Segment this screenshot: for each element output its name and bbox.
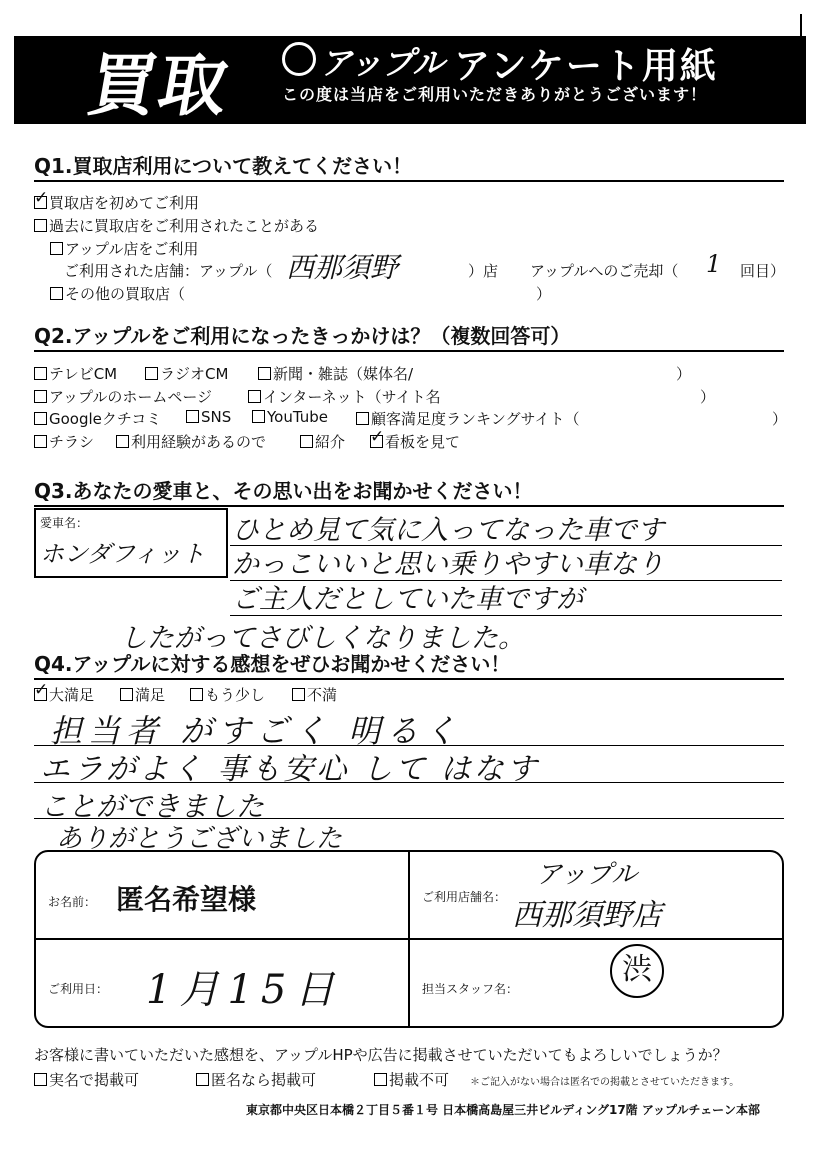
q2-signboard[interactable]: [370, 431, 460, 452]
q2-radio-label: ラジオCM: [160, 365, 229, 383]
q2-tv-label: テレビCM: [49, 365, 118, 383]
checkbox-checked[interactable]: [34, 196, 47, 209]
publish-note: ＊ご記入がない場合は匿名での掲載とさせていただきます。: [470, 1077, 740, 1088]
q2-sns-label: SNS: [201, 408, 232, 426]
date-value[interactable]: 1月15日: [146, 967, 343, 1013]
q1-apple-label: アップル店をご利用: [65, 240, 199, 258]
q1-other-close: ）: [536, 285, 552, 303]
brand-name: アップル: [320, 44, 445, 82]
q1-option-first[interactable]: [34, 192, 199, 213]
kaitori-title: 買取: [81, 47, 236, 126]
checkbox[interactable]: [300, 435, 313, 448]
q2-rule: [34, 350, 784, 352]
q4-comment-line3[interactable]: ことができました: [40, 790, 265, 823]
q2-newspaper-label: 新聞・雑誌（媒体名/: [273, 365, 414, 383]
q2-referral[interactable]: [300, 431, 345, 452]
checkbox[interactable]: [145, 367, 158, 380]
q1-rule: [34, 180, 784, 182]
q4-rule: [34, 678, 784, 680]
q1-other-label: その他の買取店（: [65, 285, 186, 303]
q2-close1: ）: [676, 365, 692, 383]
q1-option-apple[interactable]: [50, 238, 198, 259]
checkbox[interactable]: [34, 435, 47, 448]
checkbox[interactable]: [50, 287, 63, 300]
q2-close2: ）: [700, 388, 716, 406]
q1-past-label: 過去に買取店をご利用されたことがある: [49, 217, 320, 235]
q2-google[interactable]: [34, 408, 161, 429]
q3-memory-line4[interactable]: したがってさびしくなりました。: [120, 623, 525, 654]
q3-memory-line3[interactable]: ご主人だとしていた車ですが: [232, 584, 583, 615]
checkbox-checked[interactable]: [370, 435, 383, 448]
q1-option-past[interactable]: [34, 215, 319, 236]
publish-anonymous-label: 匿名なら掲載可: [211, 1071, 317, 1089]
q1-store-suffix: ）店: [468, 262, 499, 280]
frame-divider-h: [36, 938, 782, 940]
q4-comment-line1[interactable]: 担当者 がすごく 明るく: [50, 712, 463, 750]
q1-sales-value[interactable]: 1: [706, 250, 722, 278]
checkbox-checked[interactable]: [34, 688, 47, 701]
checkbox[interactable]: [356, 412, 369, 425]
publish-real-name[interactable]: [34, 1069, 139, 1090]
q4-very-satisfied[interactable]: [34, 684, 94, 705]
checkbox[interactable]: [374, 1073, 387, 1086]
checkbox[interactable]: [292, 688, 305, 701]
q2-internet-label: インターネット（サイト名: [263, 388, 441, 406]
page-subtitle: この度は当店をご利用いただきありがとうございます！: [282, 85, 708, 104]
q2-youtube[interactable]: [252, 408, 328, 426]
q2-tv[interactable]: [34, 363, 117, 384]
checkbox[interactable]: [34, 390, 47, 403]
q2-flyer-label: チラシ: [49, 433, 95, 451]
checkbox[interactable]: [258, 367, 271, 380]
checkbox[interactable]: [120, 688, 133, 701]
checkbox[interactable]: [186, 410, 199, 423]
q4-satisfied-label: 満足: [135, 686, 166, 704]
q3-title: Q3.あなたの愛車と、その思い出をお聞かせください！: [34, 479, 533, 503]
car-name-label: 愛車名：: [40, 516, 89, 530]
publish-not-allowed[interactable]: [374, 1069, 449, 1090]
q4-dissatisfied-label: 不満: [307, 686, 338, 704]
checkbox[interactable]: [34, 412, 47, 425]
q2-experience[interactable]: [116, 431, 266, 452]
q2-newspaper[interactable]: [258, 363, 413, 384]
q1-sales-label: アップルへのご売却（: [530, 262, 679, 280]
staff-stamp: 渋: [610, 944, 664, 998]
publish-not-allowed-label: 掲載不可: [389, 1071, 450, 1089]
q3-rule: [34, 505, 784, 507]
publish-question: お客様に書いていただいた感想を、アップルHPや広告に掲載させていただいてもよろしいでしょうか？: [34, 1046, 728, 1064]
q2-close3: ）: [772, 410, 788, 428]
checkbox[interactable]: [116, 435, 129, 448]
checkbox[interactable]: [252, 410, 265, 423]
q4-comment-line4[interactable]: ありがとうございました: [56, 824, 343, 854]
q2-signboard-label: 看板を見て: [385, 433, 461, 451]
edge-mark: [800, 14, 802, 122]
q2-homepage-label: アップルのホームページ: [49, 388, 213, 406]
name-label: お名前：: [48, 895, 97, 909]
staff-label: 担当スタッフ名：: [422, 982, 519, 996]
q3-memory-line2[interactable]: かっこいいと思い乗りやすい車なり: [232, 549, 664, 580]
q2-ranking-label: 顧客満足度ランキングサイト（: [371, 410, 580, 428]
q4-little-more-label: もう少し: [205, 686, 266, 704]
q1-first-label: 買取店を初めてご利用: [49, 194, 200, 212]
q2-flyer[interactable]: [34, 431, 94, 452]
q4-dissatisfied[interactable]: [292, 684, 337, 705]
checkbox[interactable]: [34, 219, 47, 232]
q4-little-more[interactable]: [190, 684, 265, 705]
checkbox[interactable]: [196, 1073, 209, 1086]
q2-homepage[interactable]: [34, 386, 212, 407]
store-value-2[interactable]: 西那須野店: [512, 898, 662, 933]
q2-ranking[interactable]: [356, 408, 580, 429]
q2-sns[interactable]: [186, 408, 231, 426]
q2-radio[interactable]: [145, 363, 228, 384]
q1-store-label: ご利用された店舗：アップル（: [64, 262, 273, 280]
checkbox[interactable]: [50, 242, 63, 255]
q2-youtube-label: YouTube: [267, 408, 328, 426]
q4-satisfied[interactable]: [120, 684, 165, 705]
publish-real-name-label: 実名で掲載可: [49, 1071, 140, 1089]
q2-title: Q2.アップルをご利用になったきっかけは？（複数回答可）: [34, 324, 571, 348]
store-label: ご利用店舗名：: [422, 890, 507, 904]
checkbox[interactable]: [248, 390, 261, 403]
q2-referral-label: 紹介: [315, 433, 346, 451]
checkbox[interactable]: [34, 1073, 47, 1086]
q1-store-value[interactable]: 西那須野: [286, 251, 399, 284]
q1-title: Q1.買取店利用について教えてください！: [34, 154, 413, 178]
q2-internet[interactable]: [248, 386, 441, 407]
apple-logo-icon: [282, 42, 316, 76]
q1-sales-suffix: 回目）: [740, 262, 786, 280]
name-value[interactable]: 匿名希望様: [116, 883, 257, 916]
checkbox[interactable]: [190, 688, 203, 701]
store-value-1[interactable]: アップル: [536, 860, 638, 890]
company-address: 東京都中央区日本橋２丁目５番１号 日本橋高島屋三井ビルディング17階 アップルチェーン本部: [246, 1103, 760, 1117]
publish-anonymous[interactable]: [196, 1069, 316, 1090]
date-label: ご利用日：: [48, 982, 109, 996]
q1-option-other[interactable]: [50, 283, 185, 304]
checkbox[interactable]: [34, 367, 47, 380]
q2-google-label: Googleクチコミ: [49, 410, 162, 428]
page-title: アンケート用紙: [454, 46, 718, 87]
header-banner: [14, 36, 806, 124]
q3-memory-line1[interactable]: ひとめ見て気に入ってなった車です: [232, 515, 664, 546]
car-name-value[interactable]: ホンダフィット: [40, 540, 206, 568]
q4-very-satisfied-label: 大満足: [49, 686, 95, 704]
q4-comment-line2[interactable]: エラがよく 事も安心 して はなす: [40, 752, 540, 787]
q2-experience-label: 利用経験があるので: [131, 433, 267, 451]
q4-title: Q4.アップルに対する感想をぜひお聞かせください！: [34, 652, 511, 676]
